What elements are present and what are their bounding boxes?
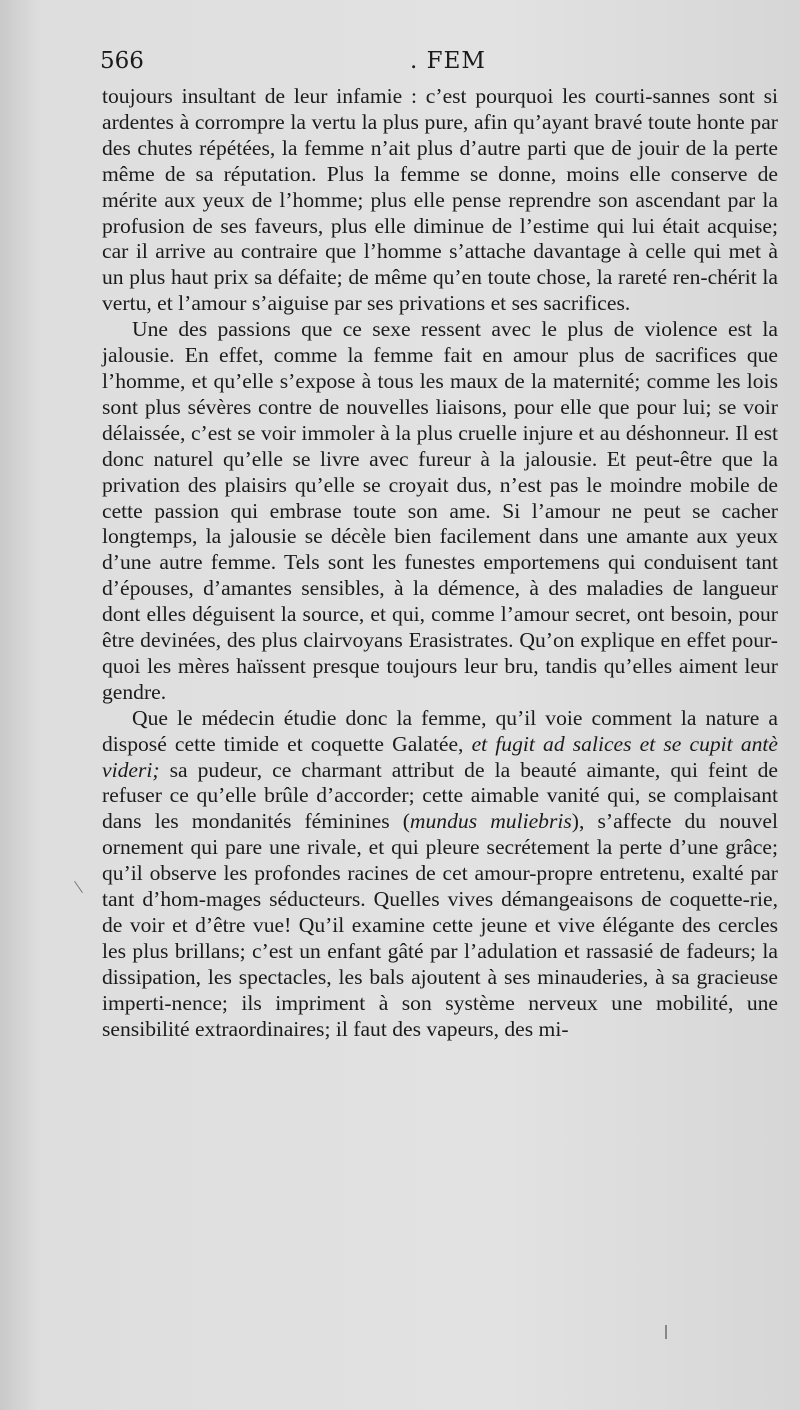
latin-quote-2: mundus muliebris — [409, 809, 572, 834]
paper-speck — [665, 1325, 667, 1339]
margin-mark — [74, 881, 83, 893]
paragraph-2: Une des passions que ce sexe ressent avec le plus de violence est la jalousie. En effet, comme la femme fait en amour plus de sacrifices que l’homme, et qu’elle s’expose à tous les maux de la maternité; comme les lois sont plus sévères contre de nouvelles liaisons, pour elle que pour lui; se voir délaissée, c’est se voir immoler à la plus cruelle injure et au déshonneur. Il est donc naturel qu’elle se livre avec fureur à la jalousie. Et peut-être que la privation des plaisirs qu’elle se croyait dus, n’est pas le moindre mobile de cette passion qui embrase toute son ame. Si l’amour ne peut se cacher longtemps, la jalousie se décèle bien facilement dans une amante aux yeux d’une autre femme. Tels sont les funestes emportemens qui conduisent tant d’épouses, d’amantes sensibles, à la démence, à des maladies de langueur dont elles déguisent la source, et qui, comme l’amour secret, ont besoin, pour être devinées, des plus clairvoyans Erasistrates. Qu’on explique en effet pour-quoi les mères haïssent presque toujours leur bru, tandis qu’elles aiment leur gendre. — [102, 317, 778, 704]
paragraph-3-part-c: ), s’affecte du nouvel ornement qui pare une rivale, et qui pleure secrétement la perte d’une grâce; qu’il observe les profondes racines de cet amour-propre entretenu, exalté par tant d’hom-mages séducteurs. Quelles vives démangeaisons de coquette-rie, de voir et d’être vue! Qu’il examine cette jeune et vive élégante des cercles les plus brillans; c’est un enfant gâté par l’adulation et rassasié de fadeurs; la dissipation, les spectacles, les bals ajoutent à ses minauderies, à sa gracieuse imperti-nence; ils impriment à son système nerveux une mobilité, une sensibilité extraordinaires; il faut des vapeurs, des mi- — [102, 809, 778, 1041]
latin-quote-1: et fugit ad salices et se cupit antè videri; — [102, 731, 778, 782]
paragraph-3 — [102, 706, 778, 1043]
paragraph-3-part-a: Que le médecin étudie donc la femme, qu’il voie comment la nature a disposé cette timide et coquette Galatée, — [102, 705, 778, 756]
paragraph-1: toujours insultant de leur infamie : c’est pourquoi les courti-sannes sont si ardentes à corrompre la vertu la plus pure, afin qu’ayant bravé toute honte par des chutes répétées, la femme n’ait plus d’autre parti que de jouir de la perte même de sa réputation. Plus la femme se donne, moins elle conserve de mérite aux yeux de l’homme; plus elle pense reprendre son ascendant par la profusion de ses faveurs, plus elle diminue de l’estime qui lui était acquise; car il arrive au contraire que l’homme s’attache davantage à celle qui met à un plus haut prix sa défaite; de même qu’en toute chose, la rareté ren-chérit la vertu, et l’amour s’aiguise par ses privations et ses sacrifices. — [102, 84, 778, 316]
paragraph-3-part-b: sa pudeur, ce charmant attribut de la beauté aimante, qui feint de refuser ce qu’elle brûle d’accorder; cette aimable vanité qui, se complaisant dans les mondanités féminines ( — [102, 757, 778, 834]
running-head: . FEM — [410, 48, 486, 74]
page-header — [100, 48, 780, 80]
body-text — [102, 84, 778, 1043]
page-number: 566 — [100, 48, 144, 74]
